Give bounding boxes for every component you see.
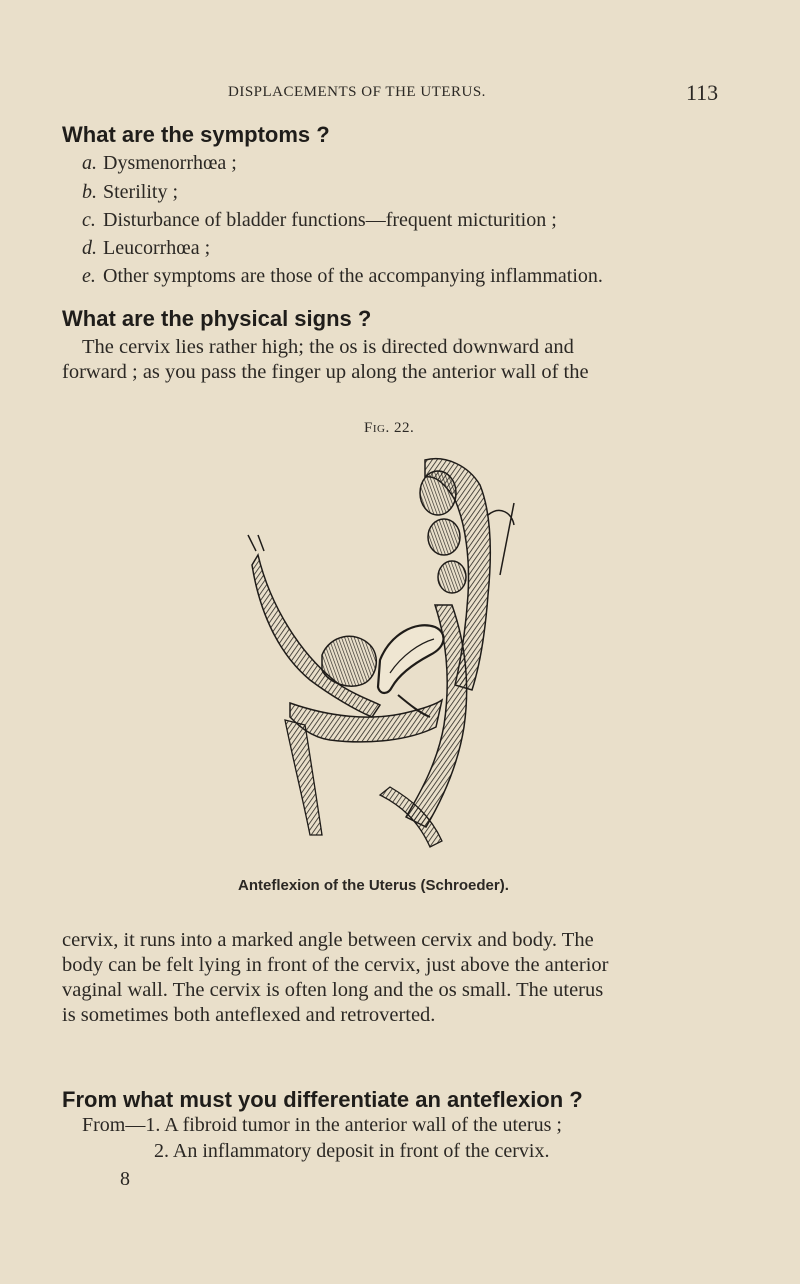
item-marker: b. xyxy=(82,181,97,203)
paragraph-line: is sometimes both anteflexed and retroverted. xyxy=(62,1004,436,1026)
physical-signs-paragraph xyxy=(62,335,722,385)
item-marker: a. xyxy=(82,152,97,174)
paragraph-line: body can be felt lying in front of the cervix, just above the anterior xyxy=(62,954,609,976)
differentiate-item-1: From—1. A fibroid tumor in the anterior wall of the uterus ; xyxy=(82,1114,562,1136)
sacrum-shape xyxy=(420,459,514,690)
item-text: Leucorrhœa ; xyxy=(103,237,211,259)
thigh-shape xyxy=(285,720,322,835)
paragraph-line: forward ; as you pass the finger up along the anterior wall of the xyxy=(62,361,589,383)
page-number: 113 xyxy=(686,80,719,105)
item-marker: c. xyxy=(82,209,96,231)
figure-caption: Anteflexion of the Uterus (Schroeder). xyxy=(238,877,509,894)
item-marker: e. xyxy=(82,265,96,287)
uterus-shape xyxy=(378,625,444,693)
symptom-item-c xyxy=(82,209,557,232)
bladder-shape xyxy=(322,636,376,686)
anteflexion-illustration xyxy=(230,455,560,875)
item-text: Sterility ; xyxy=(103,181,178,203)
abdominal-wall-shape xyxy=(248,535,380,717)
symptom-item-a xyxy=(82,152,237,175)
signature-mark: 8 xyxy=(120,1168,130,1190)
symptoms-question: What are the symptoms ? xyxy=(62,122,330,147)
paragraph-line: vaginal wall. The cervix is often long and the os small. The uterus xyxy=(62,979,604,1001)
physical-signs-question: What are the physical signs ? xyxy=(62,306,372,331)
continuation-paragraph xyxy=(62,928,722,1028)
symptom-item-d xyxy=(82,237,210,260)
running-head: DISPLACEMENTS OF THE UTERUS. xyxy=(228,84,486,100)
differentiate-question: From what must you differentiate an anteflexion ? xyxy=(62,1087,583,1112)
item-text: Dysmenorrhœa ; xyxy=(103,152,237,174)
item-text: Disturbance of bladder functions—frequent micturition ; xyxy=(103,209,557,231)
symptom-item-e xyxy=(82,265,603,288)
item-marker: d. xyxy=(82,237,97,259)
paragraph-line: cervix, it runs into a marked angle between cervix and body. The xyxy=(62,929,594,951)
figure-label: Fig. 22. xyxy=(364,420,415,436)
symptom-item-b xyxy=(82,181,178,204)
paragraph-line: The cervix lies rather high; the os is directed downward and xyxy=(82,336,574,358)
item-text: Other symptoms are those of the accompanying inflammation. xyxy=(103,265,603,287)
differentiate-item-2: 2. An inflammatory deposit in front of the cervix. xyxy=(154,1140,550,1162)
